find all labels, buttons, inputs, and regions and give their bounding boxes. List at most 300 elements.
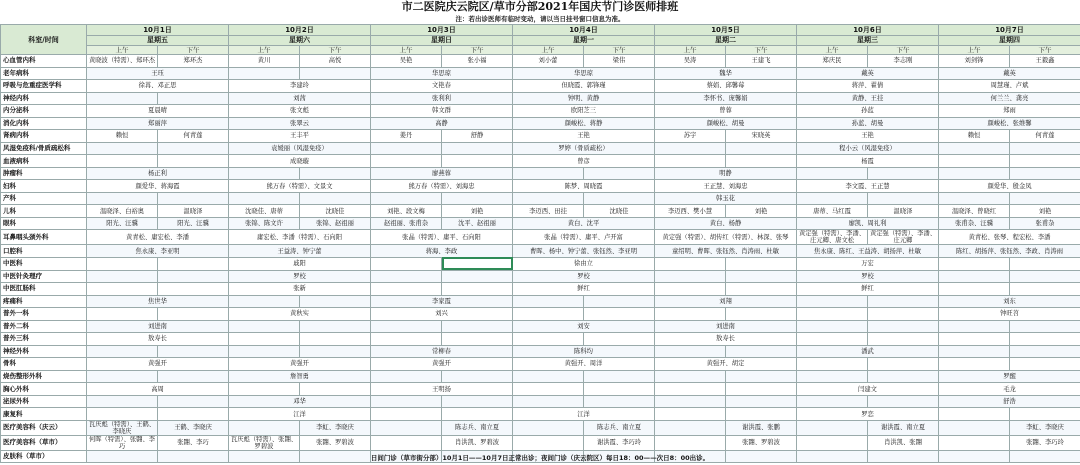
schedule-cell[interactable]: 瓦庆彪（特需）、张翾、罗碧波 [229, 435, 300, 450]
schedule-cell[interactable] [1010, 358, 1080, 371]
schedule-cell[interactable] [158, 395, 229, 408]
schedule-cell[interactable]: 李建玲 [229, 80, 371, 93]
schedule-cell[interactable] [797, 370, 868, 383]
schedule-cell[interactable] [300, 67, 371, 80]
schedule-cell[interactable]: 戴英 [939, 67, 1080, 80]
schedule-cell[interactable] [655, 308, 726, 321]
schedule-cell[interactable] [229, 320, 300, 333]
schedule-cell[interactable]: 张晶（特需）、庸平、卢开富 [513, 230, 655, 245]
schedule-cell[interactable] [868, 295, 939, 308]
schedule-cell[interactable] [158, 92, 229, 105]
schedule-cell[interactable] [797, 320, 868, 333]
schedule-cell[interactable]: 蔡娟、邱馨莓 [655, 80, 797, 93]
schedule-cell[interactable] [229, 333, 300, 346]
schedule-cell[interactable] [797, 435, 868, 450]
schedule-cell[interactable]: 高周 [87, 383, 229, 396]
schedule-cell[interactable] [726, 408, 797, 421]
schedule-cell[interactable] [229, 167, 300, 180]
schedule-cell[interactable]: 赵祖丽、张甫杂 [371, 217, 442, 230]
schedule-cell[interactable]: 闫建文 [797, 383, 939, 396]
schedule-cell[interactable] [513, 420, 584, 435]
schedule-cell[interactable] [442, 370, 513, 383]
schedule-cell[interactable] [726, 283, 797, 296]
schedule-cell[interactable]: 张甫杂、汪骥 [939, 217, 1010, 230]
schedule-cell[interactable] [371, 270, 442, 283]
schedule-cell[interactable]: 陈科均 [513, 345, 655, 358]
schedule-cell[interactable]: 刘兴 [371, 308, 513, 321]
schedule-cell[interactable]: 舒浩 [939, 395, 1080, 408]
schedule-cell[interactable] [158, 155, 229, 168]
schedule-cell[interactable]: 肖洪凯、罗碧波 [442, 435, 513, 450]
schedule-cell[interactable]: 王鹤、李晓庆 [158, 420, 229, 435]
schedule-cell[interactable]: 唐蒂、马红霞 [797, 205, 868, 218]
schedule-cell[interactable]: 张甫杂 [1010, 217, 1080, 230]
schedule-cell[interactable]: 赖恒 [939, 130, 1010, 143]
schedule-cell[interactable]: 刘小蕾 [513, 55, 584, 68]
schedule-cell[interactable]: 蒋海、李政 [371, 245, 513, 258]
schedule-cell[interactable] [371, 283, 442, 296]
schedule-cell[interactable]: 宋晓英 [726, 130, 797, 143]
schedule-cell[interactable] [371, 395, 442, 408]
schedule-cell[interactable]: 袁媛丽（风湿免疫） [229, 142, 371, 155]
schedule-cell[interactable] [868, 192, 939, 205]
schedule-cell[interactable]: 陈红、胡扬萍、张钰然、李政、肖涛雨 [939, 245, 1080, 258]
schedule-cell[interactable] [939, 408, 1010, 421]
schedule-cell[interactable]: 苏宇 [655, 130, 726, 143]
schedule-cell[interactable] [513, 295, 584, 308]
schedule-cell[interactable]: 张锦、陈文许 [229, 217, 300, 230]
schedule-cell[interactable] [158, 257, 229, 270]
schedule-cell[interactable]: 谢洪霞、李巧玲 [584, 435, 655, 450]
schedule-cell[interactable] [229, 67, 300, 80]
schedule-cell[interactable] [158, 142, 229, 155]
schedule-cell[interactable] [797, 395, 868, 408]
schedule-cell[interactable] [158, 308, 229, 321]
schedule-cell[interactable]: 韩文群 [371, 105, 513, 118]
schedule-cell[interactable]: 邓华 [229, 395, 371, 408]
schedule-cell[interactable]: 温晓泽、白裕奥 [87, 205, 158, 218]
schedule-cell[interactable] [797, 420, 868, 435]
schedule-cell[interactable]: 徐由立 [513, 257, 655, 270]
schedule-cell[interactable] [584, 333, 655, 346]
schedule-cell[interactable] [939, 155, 1010, 168]
schedule-cell[interactable]: 李迈西、田挂 [513, 205, 584, 218]
schedule-cell[interactable]: 颜峻松、蒋静 [513, 117, 655, 130]
schedule-cell[interactable] [158, 192, 229, 205]
schedule-cell[interactable]: 张翾、罗碧波 [300, 435, 371, 450]
schedule-cell[interactable] [726, 308, 797, 321]
schedule-cell[interactable]: 陈志兵、南立夏 [442, 420, 513, 435]
schedule-cell[interactable] [513, 435, 584, 450]
schedule-cell[interactable]: 王益涛、钟宁蕾 [229, 245, 371, 258]
schedule-cell[interactable] [442, 142, 513, 155]
schedule-cell[interactable]: 黄定强（特需）、李潘、庄元卿 [868, 230, 939, 245]
schedule-cell[interactable]: 杨霞 [797, 155, 939, 168]
schedule-cell[interactable]: 罗婷（骨质疏松） [513, 142, 655, 155]
schedule-cell[interactable] [87, 155, 158, 168]
schedule-cell[interactable]: 韩玉花 [655, 192, 797, 205]
schedule-cell[interactable]: 欧阳芝三 [513, 105, 655, 118]
schedule-cell[interactable] [229, 295, 300, 308]
schedule-cell[interactable] [371, 370, 442, 383]
schedule-cell[interactable] [655, 435, 726, 450]
schedule-cell[interactable]: 王艳 [513, 130, 655, 143]
schedule-cell[interactable] [300, 383, 371, 396]
schedule-cell[interactable]: 何青莲 [1010, 130, 1080, 143]
schedule-cell[interactable]: 张小福 [442, 55, 513, 68]
schedule-cell[interactable]: 谢洪霞、张鹏 [726, 420, 797, 435]
schedule-cell[interactable]: 黄强开 [229, 358, 371, 371]
schedule-cell[interactable]: 高静 [371, 117, 513, 130]
schedule-cell[interactable]: 敖寿长 [655, 333, 797, 346]
schedule-cell[interactable]: 曹晖、杨中、钟宁蕾、张钰然、李亚明 [513, 245, 655, 258]
schedule-cell[interactable] [939, 358, 1010, 371]
schedule-cell[interactable]: 温晓泽 [158, 205, 229, 218]
schedule-cell[interactable] [87, 345, 158, 358]
schedule-cell[interactable]: 鲜红 [513, 283, 655, 296]
schedule-cell[interactable]: 何晖（特需）、张翾、李巧 [87, 435, 158, 450]
schedule-cell[interactable]: 黄秋实 [229, 308, 371, 321]
schedule-cell[interactable]: 刘安 [513, 320, 655, 333]
schedule-cell[interactable] [584, 167, 655, 180]
schedule-cell[interactable] [584, 192, 655, 205]
schedule-cell[interactable]: 颜峻松、胡曼 [655, 117, 797, 130]
schedule-cell[interactable] [726, 395, 797, 408]
schedule-cell[interactable]: 戚阳 [229, 257, 371, 270]
schedule-cell[interactable] [655, 257, 726, 270]
schedule-cell[interactable]: 黄川 [229, 55, 300, 68]
schedule-cell[interactable] [868, 370, 939, 383]
schedule-cell[interactable]: 阳光、汪骥 [87, 217, 158, 230]
schedule-cell[interactable] [655, 155, 726, 168]
schedule-cell[interactable] [868, 333, 939, 346]
schedule-cell[interactable]: 郑庆民 [797, 55, 868, 68]
schedule-cell[interactable] [726, 270, 797, 283]
schedule-cell[interactable] [1010, 167, 1080, 180]
schedule-cell[interactable] [868, 320, 939, 333]
schedule-cell[interactable]: 蒋萍、翟倩 [797, 80, 939, 93]
schedule-cell[interactable] [87, 270, 158, 283]
schedule-cell[interactable]: 黄静、王挂 [797, 92, 939, 105]
schedule-cell[interactable]: 张利利 [371, 92, 513, 105]
schedule-cell[interactable] [87, 92, 158, 105]
schedule-cell[interactable]: 廖凯、周礼利 [797, 217, 939, 230]
schedule-cell[interactable]: 黄强开 [87, 358, 229, 371]
schedule-cell[interactable] [655, 270, 726, 283]
schedule-cell[interactable]: 梁伟 [584, 55, 655, 68]
schedule-cell[interactable]: 明静 [655, 167, 797, 180]
schedule-cell[interactable] [1010, 270, 1080, 283]
schedule-cell[interactable]: 华思琼 [371, 67, 513, 80]
schedule-cell[interactable]: 张翠云 [229, 117, 371, 130]
schedule-cell[interactable]: 郑雨 [939, 105, 1080, 118]
schedule-cell[interactable] [87, 192, 158, 205]
schedule-cell[interactable]: 刘艳、段文梅 [371, 205, 442, 218]
schedule-cell[interactable] [158, 283, 229, 296]
schedule-cell[interactable] [513, 333, 584, 346]
schedule-cell[interactable]: 李文霞、王正慧 [797, 180, 939, 193]
schedule-cell[interactable]: 温晓泽 [868, 205, 939, 218]
schedule-cell[interactable]: 颜爱华、蒋海霞 [87, 180, 229, 193]
schedule-cell[interactable]: 何青莲 [158, 130, 229, 143]
schedule-cell[interactable]: 王艳 [797, 130, 939, 143]
schedule-cell[interactable]: 廖燕蓉 [371, 167, 513, 180]
schedule-cell[interactable] [1010, 283, 1080, 296]
schedule-cell[interactable]: 陈梦、周晓霞 [513, 180, 655, 193]
schedule-cell[interactable] [371, 192, 442, 205]
schedule-cell[interactable]: 沈晓佳 [300, 205, 371, 218]
schedule-cell[interactable]: 罗校 [797, 270, 939, 283]
schedule-cell[interactable]: 王明扬 [371, 383, 513, 396]
schedule-cell[interactable]: 焦永康、李亚明 [87, 245, 229, 258]
schedule-cell[interactable]: 刘剑锋 [939, 55, 1010, 68]
schedule-cell[interactable] [300, 333, 371, 346]
schedule-cell[interactable]: 肖洪凯、张翾 [868, 435, 939, 450]
schedule-cell[interactable]: 谢洪霞、南立夏 [868, 420, 939, 435]
schedule-cell[interactable]: 黄白、沈平 [513, 217, 655, 230]
schedule-cell[interactable] [442, 320, 513, 333]
schedule-cell[interactable]: 李迈西、樊小慧 [655, 205, 726, 218]
schedule-cell[interactable] [939, 435, 1010, 450]
schedule-cell[interactable]: 黄强开 [371, 358, 513, 371]
schedule-cell[interactable]: 刘艳 [442, 205, 513, 218]
schedule-cell[interactable] [655, 142, 726, 155]
schedule-cell[interactable] [655, 345, 726, 358]
schedule-cell[interactable] [371, 408, 442, 421]
schedule-cell[interactable]: 沈晓佳、唐蒂 [229, 205, 300, 218]
schedule-cell[interactable]: 江洋 [513, 408, 655, 421]
schedule-cell[interactable]: 文艳春 [371, 80, 513, 93]
schedule-cell[interactable] [371, 435, 442, 450]
schedule-cell[interactable] [442, 270, 513, 283]
schedule-cell[interactable] [513, 192, 584, 205]
schedule-cell[interactable] [87, 395, 158, 408]
schedule-cell[interactable] [158, 370, 229, 383]
schedule-cell[interactable]: 刘翔 [655, 295, 797, 308]
schedule-cell[interactable]: 庸宏松、李潘（特需）、石向阳 [229, 230, 371, 245]
schedule-cell[interactable]: 张晶（特需）、庸平、石向阳 [371, 230, 513, 245]
schedule-cell[interactable]: 吴艳 [371, 55, 442, 68]
schedule-cell[interactable]: 程小云（风湿免疫） [797, 142, 939, 155]
schedule-cell[interactable] [868, 308, 939, 321]
schedule-cell[interactable] [1010, 257, 1080, 270]
schedule-cell[interactable] [158, 345, 229, 358]
schedule-cell[interactable] [939, 270, 1010, 283]
schedule-cell[interactable] [371, 420, 442, 435]
schedule-cell[interactable] [655, 383, 726, 396]
schedule-cell[interactable] [939, 142, 1010, 155]
schedule-cell[interactable] [300, 167, 371, 180]
schedule-cell[interactable] [87, 257, 158, 270]
schedule-cell[interactable] [1010, 408, 1080, 421]
schedule-cell[interactable]: 万宏 [797, 257, 939, 270]
schedule-cell[interactable] [939, 420, 1010, 435]
schedule-cell[interactable] [939, 192, 1010, 205]
schedule-cell[interactable] [584, 383, 655, 396]
schedule-cell[interactable] [442, 257, 513, 270]
schedule-cell[interactable] [87, 370, 158, 383]
schedule-cell[interactable]: 张锦、赵祖丽 [300, 217, 371, 230]
schedule-cell[interactable] [726, 257, 797, 270]
schedule-cell[interactable]: 吴涛 [655, 55, 726, 68]
schedule-cell[interactable]: 黄白、杨静 [655, 217, 797, 230]
schedule-cell[interactable]: 赖恒 [87, 130, 158, 143]
schedule-cell[interactable] [442, 333, 513, 346]
schedule-cell[interactable]: 徐苒、邓正思 [87, 80, 229, 93]
schedule-cell[interactable] [442, 155, 513, 168]
schedule-cell[interactable] [513, 395, 584, 408]
schedule-cell[interactable]: 杨正利 [87, 167, 229, 180]
schedule-cell[interactable]: 王丰平 [229, 130, 371, 143]
schedule-cell[interactable] [939, 333, 1010, 346]
schedule-cell[interactable] [371, 333, 442, 346]
schedule-cell[interactable] [868, 358, 939, 371]
schedule-cell[interactable]: 焦世华 [87, 295, 229, 308]
schedule-cell[interactable]: 曾蓉 [655, 105, 797, 118]
schedule-cell[interactable]: 熊万春（特需）、文景文 [229, 180, 371, 193]
schedule-cell[interactable]: 鲜红 [797, 283, 939, 296]
schedule-cell[interactable]: 江洋 [229, 408, 371, 421]
schedule-cell[interactable]: 阳光、汪骥 [158, 217, 229, 230]
schedule-cell[interactable]: 郑丽萍 [87, 117, 229, 130]
schedule-cell[interactable]: 黄晓波（特需）、郑环杰 [87, 55, 158, 68]
schedule-cell[interactable] [513, 167, 584, 180]
schedule-cell[interactable] [797, 358, 868, 371]
schedule-cell[interactable] [655, 370, 726, 383]
schedule-cell[interactable] [726, 142, 797, 155]
schedule-cell[interactable] [939, 167, 1010, 180]
schedule-cell[interactable]: 高悦 [300, 55, 371, 68]
schedule-cell[interactable] [229, 383, 300, 396]
schedule-cell[interactable]: 李虹、李晓庆 [1010, 420, 1080, 435]
schedule-cell[interactable]: 敖寿长 [87, 333, 229, 346]
schedule-cell[interactable] [513, 308, 584, 321]
schedule-cell[interactable]: 温晓泽、曾晓红 [939, 205, 1010, 218]
schedule-cell[interactable]: 熊万春（特需）、刘海忠 [371, 180, 513, 193]
schedule-cell[interactable] [655, 408, 726, 421]
schedule-cell[interactable] [442, 408, 513, 421]
schedule-cell[interactable] [797, 192, 868, 205]
schedule-cell[interactable] [300, 320, 371, 333]
schedule-cell[interactable]: 张新 [229, 283, 371, 296]
schedule-cell[interactable]: 周慧瑾、卢斌 [939, 80, 1080, 93]
schedule-cell[interactable] [371, 155, 442, 168]
schedule-cell[interactable]: 戴英 [797, 67, 939, 80]
schedule-cell[interactable] [229, 192, 300, 205]
schedule-cell[interactable] [229, 345, 300, 358]
schedule-cell[interactable]: 刘东 [939, 295, 1080, 308]
schedule-cell[interactable]: 颜峻松、张维馨 [939, 117, 1080, 130]
schedule-cell[interactable]: 李家霞 [371, 295, 513, 308]
schedule-cell[interactable]: 张翾、李巧玲 [1010, 435, 1080, 450]
schedule-cell[interactable]: 王建飞 [726, 55, 797, 68]
schedule-cell[interactable] [939, 283, 1010, 296]
schedule-cell[interactable] [584, 395, 655, 408]
schedule-cell[interactable] [442, 192, 513, 205]
schedule-cell[interactable] [1010, 345, 1080, 358]
schedule-cell[interactable] [87, 408, 158, 421]
schedule-cell[interactable] [300, 192, 371, 205]
schedule-cell[interactable] [513, 370, 584, 383]
schedule-cell[interactable] [229, 420, 300, 435]
schedule-cell[interactable]: 刘进南 [655, 320, 797, 333]
schedule-cell[interactable]: 王珏 [87, 67, 229, 80]
schedule-cell[interactable] [868, 395, 939, 408]
schedule-cell[interactable]: 李志刚 [868, 55, 939, 68]
schedule-cell[interactable]: 黄定强（特需）、胡传红（特需）、林深、张琴 [655, 230, 797, 245]
schedule-cell[interactable]: 罗校 [513, 270, 655, 283]
schedule-cell[interactable]: 罗恋 [797, 408, 939, 421]
schedule-cell[interactable]: 姜丹 [371, 130, 442, 143]
schedule-cell[interactable]: 瓦庆彪（特需）、王鹤、李晓庆 [87, 420, 158, 435]
schedule-cell[interactable] [797, 295, 868, 308]
schedule-cell[interactable] [584, 308, 655, 321]
schedule-cell[interactable]: 曾彦 [513, 155, 655, 168]
schedule-cell[interactable] [939, 345, 1010, 358]
schedule-cell[interactable]: 罗校 [229, 270, 371, 283]
schedule-cell[interactable] [158, 408, 229, 421]
schedule-cell[interactable] [939, 320, 1010, 333]
schedule-cell[interactable]: 詹智勇 [229, 370, 371, 383]
schedule-cell[interactable] [87, 308, 158, 321]
schedule-cell[interactable] [797, 167, 868, 180]
schedule-cell[interactable]: 钟明、黄静 [513, 92, 655, 105]
schedule-cell[interactable] [726, 155, 797, 168]
schedule-cell[interactable]: 舒静 [442, 130, 513, 143]
schedule-cell[interactable]: 夏晨晴 [87, 105, 229, 118]
schedule-cell[interactable] [300, 295, 371, 308]
schedule-cell[interactable]: 孙蓝 [797, 105, 939, 118]
schedule-cell[interactable]: 焦永康、陈红、王益涛、胡扬萍、杜敏 [797, 245, 939, 258]
schedule-cell[interactable] [726, 370, 797, 383]
schedule-cell[interactable]: 孙蓝、胡曼 [797, 117, 939, 130]
schedule-cell[interactable]: 罗醒 [939, 370, 1080, 383]
schedule-cell[interactable]: 常柳春 [371, 345, 513, 358]
schedule-cell[interactable]: 黄强开、周洋 [513, 358, 655, 371]
schedule-cell[interactable]: 黄强开、胡定 [655, 358, 797, 371]
schedule-cell[interactable] [1010, 333, 1080, 346]
schedule-cell[interactable] [584, 370, 655, 383]
schedule-cell[interactable] [939, 257, 1010, 270]
schedule-cell[interactable] [584, 295, 655, 308]
schedule-cell[interactable] [371, 320, 442, 333]
schedule-cell[interactable]: 沈平、赵祖丽 [442, 217, 513, 230]
schedule-cell[interactable] [300, 345, 371, 358]
schedule-cell[interactable]: 黄青松、庸宏松、李潘 [87, 230, 229, 245]
schedule-cell[interactable]: 黄青松、张琴、程宏松、李潘 [939, 230, 1080, 245]
schedule-cell[interactable] [87, 142, 158, 155]
schedule-cell[interactable]: 毛龙 [939, 383, 1080, 396]
schedule-cell[interactable]: 钟旺苕 [939, 308, 1080, 321]
schedule-cell[interactable]: 但晓霞、郭锋瑾 [513, 80, 655, 93]
schedule-cell[interactable]: 何兰兰、龚亮 [939, 92, 1080, 105]
schedule-cell[interactable] [1010, 155, 1080, 168]
schedule-cell[interactable] [1010, 320, 1080, 333]
schedule-cell[interactable]: 刘进南 [87, 320, 229, 333]
schedule-cell[interactable]: 沈晓佳 [584, 205, 655, 218]
schedule-cell[interactable]: 陈志兵、南立夏 [584, 420, 655, 435]
schedule-cell[interactable] [442, 283, 513, 296]
schedule-cell[interactable]: 王毅鑫 [1010, 55, 1080, 68]
schedule-cell[interactable] [868, 167, 939, 180]
schedule-cell[interactable] [513, 383, 584, 396]
schedule-cell[interactable]: 潘武 [797, 345, 939, 358]
schedule-cell[interactable]: 颜爱华、殷金凤 [939, 180, 1080, 193]
schedule-cell[interactable] [1010, 142, 1080, 155]
schedule-cell[interactable] [371, 257, 442, 270]
schedule-cell[interactable] [1010, 192, 1080, 205]
schedule-cell[interactable] [371, 142, 442, 155]
